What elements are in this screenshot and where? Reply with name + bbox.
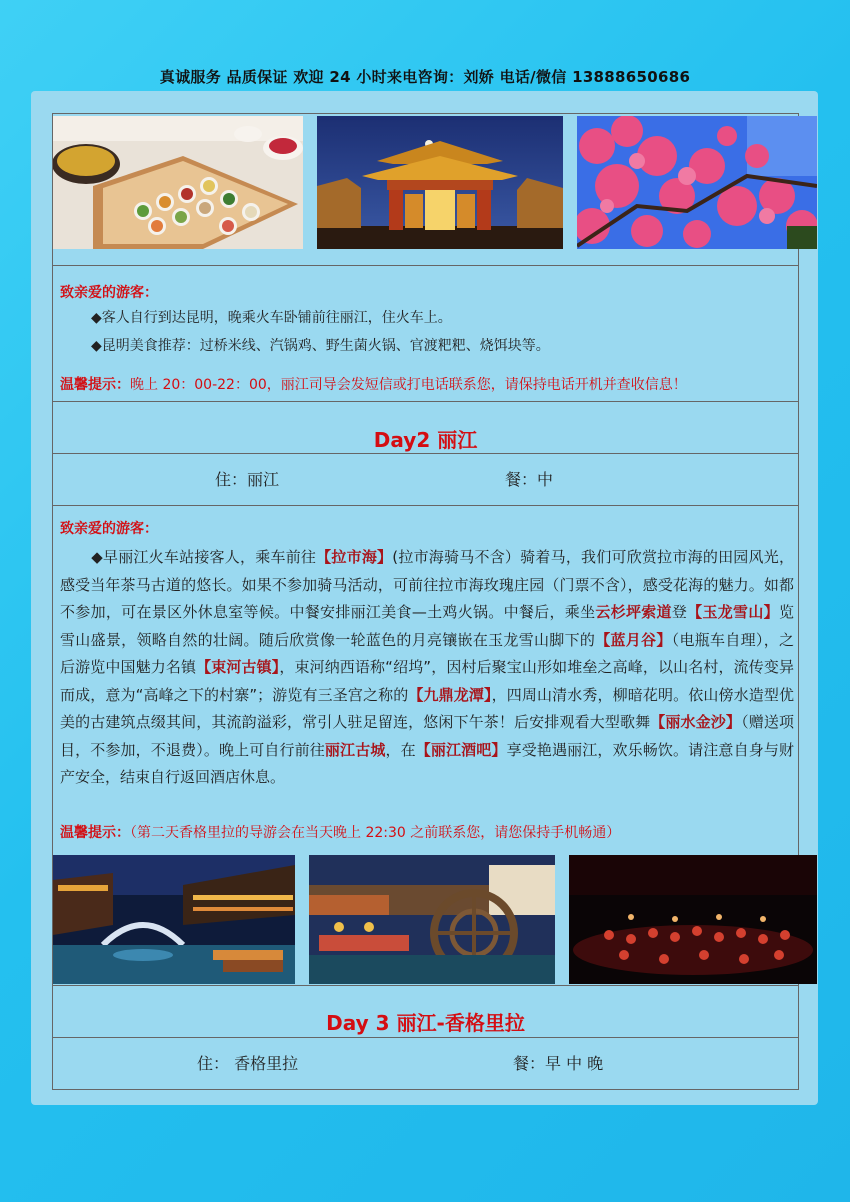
para-text: 享受艳遇丽江，欢乐畅饮。请注意自身与财产安全，结束自行返回酒店休息。 (60, 740, 794, 786)
day1-tip (60, 374, 687, 394)
day2-title: Day2 丽江 (373, 428, 478, 452)
para-text: ，在 (385, 740, 416, 759)
highlight-lijiang-old-town: 丽江古城 (324, 740, 386, 759)
cherry-blossom-image (577, 116, 817, 249)
lishui-jinsha-show-image (569, 855, 817, 984)
para-text: 览雪山盛景，领略自然的壮阔。随后欣赏像一轮蓝色的月亮镶嵌在玉龙雪山脚下的 (60, 603, 794, 649)
tip-label: 温馨提示： (60, 377, 130, 393)
ancient-town-night-image (53, 855, 295, 984)
day3-accommodation: 住： 香格里拉 (197, 1054, 299, 1073)
food-platter-image (53, 116, 303, 249)
highlight-cableway: 云杉坪索道 (595, 603, 672, 621)
para-text: （电瓶车自理），之后游览中国魅力名镇 (60, 630, 794, 676)
para-text: （赠送项目，不参加，不退费）。晚上可自行前往 (60, 713, 794, 759)
day1-bullet-arrival: ◆客人自行到达昆明，晚乘火车卧铺前往丽江，住火车上。 (91, 310, 452, 326)
divider (52, 985, 799, 986)
waterwheel-image (309, 855, 555, 984)
highlight-blue-moon-valley: 【蓝月谷】 (595, 630, 672, 649)
highlight-jiuding-longtan: 【九鼎龙潭】 (408, 685, 492, 704)
day2-description (60, 544, 794, 792)
day2-tip (60, 822, 620, 842)
para-text: ，束河纳西语称“绍坞”，因村后聚宝山形如堆垒之高峰，以山名村，流传变异而成，意为“高峰之下的村寨”；游览有三圣宫之称的 (60, 658, 794, 704)
highlight-lijiang-bar: 【丽江酒吧】 (415, 740, 507, 759)
tip-text: （第二天香格里拉的导游会在当天晚上 22:30 之前联系您，请您保持手机畅通） (130, 825, 621, 841)
divider (52, 265, 799, 266)
para-text: (拉市海骑马不含）骑着马，我们可欣赏拉市海的田园风光，感受当年茶马古道的悠长。如果不参加骑马活动，可前往拉市海玫瑰庄园（门票不含），感受花海的魅力。如都不参加，可在景区外休息室等候。中餐安排丽江美食—土鸡火锅。中餐后，乘坐 (60, 548, 794, 621)
para-text: 登 (671, 603, 688, 621)
highlight-lashihai: 【拉市海】 (316, 548, 393, 566)
day1-greeting: 致亲爱的游客： (60, 285, 158, 301)
day3-meals: 餐：早 中 晚 (513, 1054, 604, 1073)
divider (52, 1037, 799, 1038)
divider (52, 505, 799, 506)
tip-label: 温馨提示： (60, 825, 130, 841)
tip-text: 晚上 20：00-22：00，丽江司导会发短信或打电话联系您，请保持电话开机并查收信息！ (130, 377, 687, 393)
highlight-yulong-snow-mountain: 【玉龙雪山】 (687, 603, 779, 621)
day1-bullet-food: ◆昆明美食推荐：过桥米线、汽锅鸡、野生菌火锅、官渡粑粑、烧饵块等。 (91, 338, 550, 354)
day2-greeting: 致亲爱的游客： (60, 521, 158, 537)
day3-title: Day 3 丽江-香格里拉 (326, 1011, 525, 1035)
para-text: ，四周山清水秀，柳暗花明。依山傍水造型优美的古建筑点缀其间，其流韵溢彩，常引人驻足留连，悠闲下午茶！后安排观看大型歌舞 (60, 685, 794, 731)
divider (52, 453, 799, 454)
para-text: ◆早丽江火车站接客人，乘车前往 (91, 548, 317, 566)
page-header: 真诚服务 品质保证 欢迎 24 小时来电咨询：刘娇 电话/微信 13888650686 (159, 68, 691, 86)
divider (52, 401, 799, 402)
highlight-shuhe-town: 【束河古镇】 (196, 658, 280, 676)
day2-accommodation: 住：丽江 (215, 470, 280, 489)
day2-meals: 餐：中 (505, 470, 554, 489)
highlight-lishui-jinsha: 【丽水金沙】 (650, 713, 742, 731)
jinma-biji-arch-image (317, 116, 563, 249)
